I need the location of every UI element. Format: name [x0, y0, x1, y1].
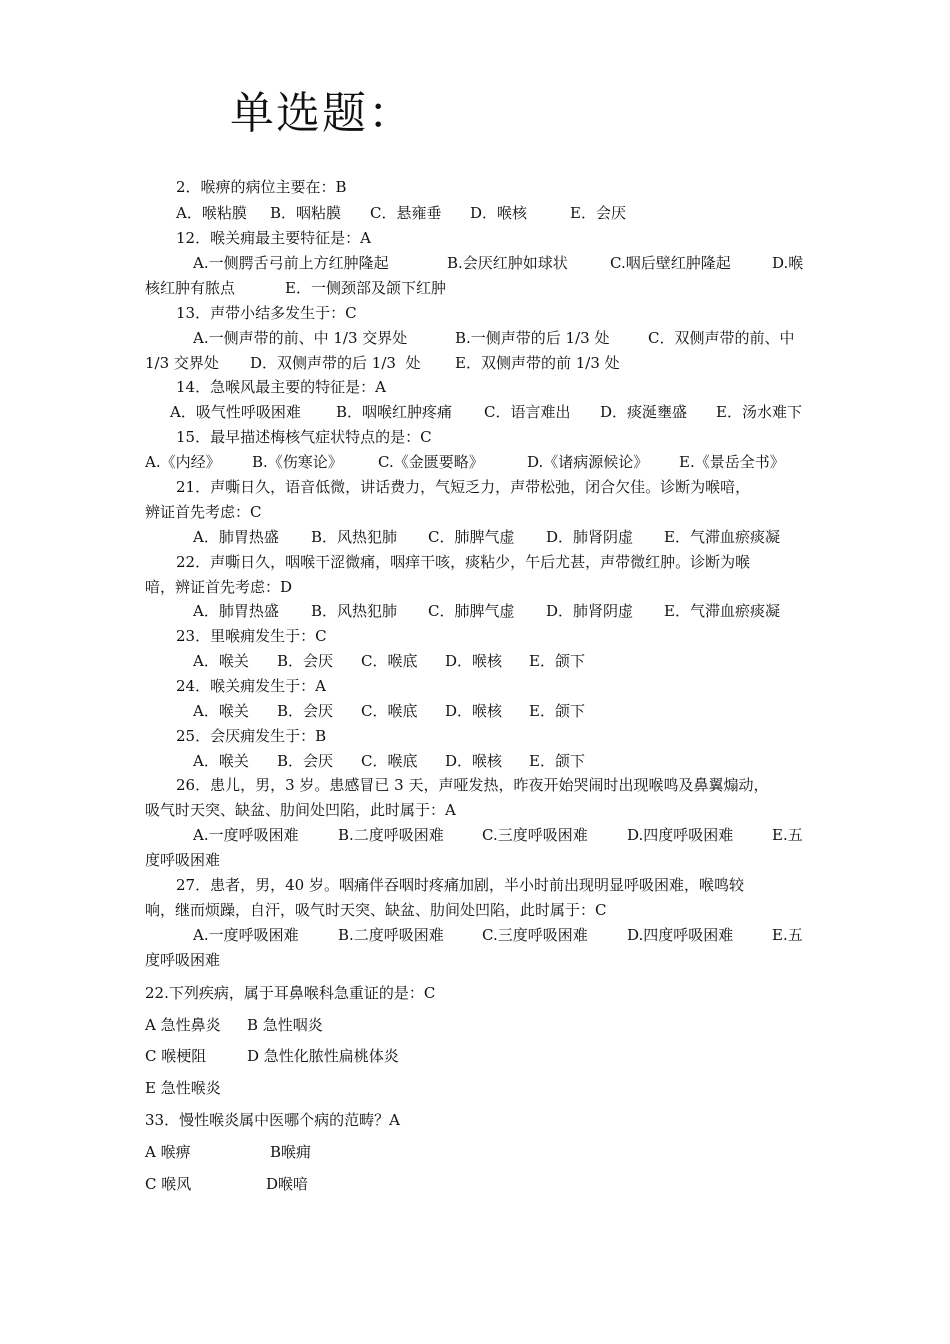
option: A.一侧腭舌弓前上方红肿隆起	[193, 254, 389, 272]
option: E．双侧声带的前 1/3 处	[455, 354, 620, 372]
option: C．喉底	[361, 752, 418, 770]
option: B．风热犯肺	[311, 602, 398, 620]
option-continued: 度呼吸困难	[145, 851, 221, 869]
option: C 喉梗阻	[145, 1047, 207, 1065]
option: D.《诸病源候论》	[527, 453, 649, 471]
option: B.《伤寒论》	[252, 453, 343, 471]
option: D.喉	[772, 254, 804, 272]
option: B.二度呼吸困难	[338, 826, 444, 844]
option: D．喉核	[445, 752, 503, 770]
option: A．喉关	[193, 652, 249, 670]
option: D．喉核	[445, 652, 503, 670]
option: D.四度呼吸困难	[627, 926, 734, 944]
option: B.会厌红肿如球状	[447, 254, 568, 272]
option: B.二度呼吸困难	[338, 926, 444, 944]
option-continued: 1/3 交界处	[145, 354, 219, 372]
option: C.三度呼吸困难	[482, 926, 588, 944]
page-title: 单选题：	[230, 88, 414, 139]
option: D 急性化脓性扁桃体炎	[247, 1047, 399, 1065]
question-stem: 13．声带小结多发生于：C	[176, 304, 357, 322]
option: A．喉关	[193, 752, 249, 770]
option: E 急性喉炎	[145, 1079, 221, 1097]
option: A．吸气性呼吸困难	[170, 403, 301, 421]
option: B喉痈	[270, 1143, 312, 1161]
option: E.《景岳全书》	[679, 453, 785, 471]
question-stem: 2．喉痹的病位主要在：B	[176, 178, 347, 196]
option: A．肺胃热盛	[193, 602, 279, 620]
option: C．双侧声带的前、中	[648, 329, 795, 347]
option: C．悬雍垂	[370, 204, 442, 222]
option: C.三度呼吸困难	[482, 826, 588, 844]
option: E.五	[772, 926, 803, 944]
option: A 喉痹	[145, 1143, 191, 1161]
option-continued: 度呼吸困难	[145, 951, 221, 969]
option: B．会厌	[277, 752, 334, 770]
option-continued: 核红肿有脓点	[145, 279, 236, 297]
option: A.一侧声带的前、中 1/3 交界处	[193, 329, 408, 347]
option: E．一侧颈部及颌下红肿	[285, 279, 446, 297]
option: E．气滞血瘀痰凝	[664, 602, 780, 620]
option: B．咽粘膜	[270, 204, 342, 222]
question-stem: 21．声嘶日久，语音低微，讲话费力，气短乏力，声带松弛，闭合欠佳。诊断为喉喑，	[176, 478, 751, 496]
question-stem: 25．会厌痈发生于：B	[176, 727, 327, 745]
option: D．喉核	[470, 204, 528, 222]
question-stem: 12．喉关痈最主要特征是：A	[176, 229, 371, 247]
option: D．肺肾阴虚	[546, 528, 634, 546]
question-stem-continued: 喑，辨证首先考虑：D	[145, 578, 293, 596]
option: C．肺脾气虚	[428, 602, 515, 620]
question-stem: 15．最早描述梅核气症状特点的是：C	[176, 428, 432, 446]
question-stem: 22．声嘶日久，咽喉干涩微痛，咽痒干咳，痰粘少，午后尤甚，声带微红肿。诊断为喉	[176, 553, 751, 571]
question-stem-continued: 响，继而烦躁，自汗，吸气时天突、缺盆、肋间处凹陷，此时属于：C	[145, 901, 607, 919]
option: E.五	[772, 826, 803, 844]
option: C．语言难出	[484, 403, 571, 421]
option: B．会厌	[277, 702, 334, 720]
option: B．风热犯肺	[311, 528, 398, 546]
option: C．喉底	[361, 652, 418, 670]
option: C．喉底	[361, 702, 418, 720]
option: A 急性鼻炎	[145, 1016, 221, 1034]
question-stem-continued: 吸气时天突、缺盆、肋间处凹陷，此时属于：A	[145, 801, 456, 819]
question-stem: 14．急喉风最主要的特征是：A	[176, 378, 386, 396]
question-stem-continued: 辨证首先考虑：C	[145, 503, 262, 521]
option: D．喉核	[445, 702, 503, 720]
option: C.咽后壁红肿隆起	[610, 254, 731, 272]
option: A.一度呼吸困难	[193, 826, 299, 844]
option: E．会厌	[570, 204, 626, 222]
option: E．颌下	[529, 702, 585, 720]
option: D．痰涎壅盛	[600, 403, 688, 421]
question-stem: 23．里喉痈发生于：C	[176, 627, 327, 645]
option: C.《金匮要略》	[378, 453, 484, 471]
option: D．双侧声带的后 1/3 处	[250, 354, 421, 372]
option: B.一侧声带的后 1/3 处	[455, 329, 610, 347]
question-stem: 27．患者，男，40 岁。咽痛伴吞咽时疼痛加剧，半小时前出现明显呼吸困难，喉鸣较	[176, 876, 744, 894]
option: C．肺脾气虚	[428, 528, 515, 546]
option: A．喉粘膜	[176, 204, 247, 222]
option: D．肺肾阴虚	[546, 602, 634, 620]
option: A．肺胃热盛	[193, 528, 279, 546]
option: E．气滞血瘀痰凝	[664, 528, 780, 546]
question-stem: 24．喉关痈发生于：A	[176, 677, 326, 695]
question-stem: 22.下列疾病，属于耳鼻喉科急重证的是：C	[145, 984, 436, 1002]
question-stem: 26．患儿，男，3 岁。患感冒已 3 天，声哑发热，昨夜开始哭闹时出现喉鸣及鼻翼煽动，	[176, 776, 769, 794]
option: D.四度呼吸困难	[627, 826, 734, 844]
option: A.一度呼吸困难	[193, 926, 299, 944]
option: E．汤水难下	[716, 403, 802, 421]
option: E．颌下	[529, 652, 585, 670]
option: A．喉关	[193, 702, 249, 720]
question-stem: 33．慢性喉炎属中医哪个病的范畴？A	[145, 1111, 400, 1129]
option: D喉喑	[266, 1175, 309, 1193]
option: C 喉风	[145, 1175, 192, 1193]
option: B 急性咽炎	[247, 1016, 323, 1034]
option: E．颌下	[529, 752, 585, 770]
option: A.《内经》	[145, 453, 221, 471]
option: B．会厌	[277, 652, 334, 670]
option: B．咽喉红肿疼痛	[336, 403, 453, 421]
